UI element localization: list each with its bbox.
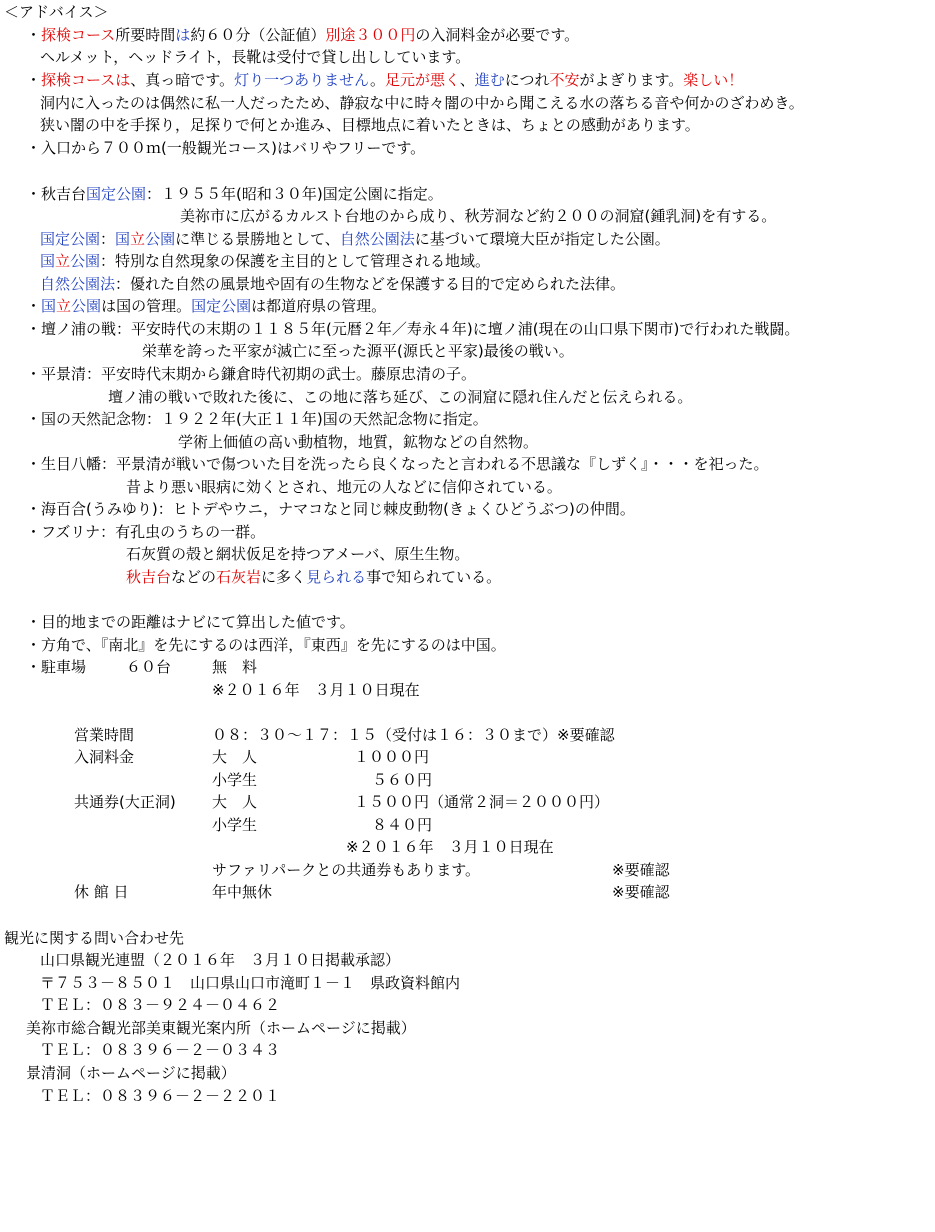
text-segment: 別途３００円 — [325, 26, 416, 44]
text-segment: 楽しい！ — [683, 71, 744, 89]
advice-line-alone: 洞内に入ったのは偶然に私一人だったため、静寂な中に時々闇の中から聞こえる水の落ちる音や何かのざわめき。 — [40, 94, 804, 112]
advice-line-barrier-free: ・入口から７００ｍ(一般観光コース)はバリやフリーです。 — [26, 139, 426, 157]
fee-label: 入洞料金 — [74, 748, 135, 766]
text-segment: 不安 — [549, 71, 580, 89]
text-segment: （公証値） — [250, 26, 326, 44]
note-taira-kagekiyo: ・平景清：平安時代末期から鎌倉時代初期の武士。藤原忠清の子。 — [26, 365, 477, 383]
note-ikime-hachiman-detail: 昔より悪い眼病に効くとされ、地元の人などに信仰されている。 — [126, 478, 562, 496]
text-segment: 公園 — [145, 230, 176, 248]
text-segment: 立 — [130, 230, 146, 248]
fee-adult-value: １０００円 — [354, 748, 430, 766]
common-adult-label: 大 人 — [212, 793, 258, 811]
text-segment: ・ — [26, 71, 42, 89]
text-segment: 国 — [115, 230, 131, 248]
contact-org1-tel: ＴＥＬ：０８３－９２４－０４６２ — [40, 996, 281, 1014]
text-segment: ：優れた自然の風景地や固有の生物などを保護する目的で定められた法律。 — [115, 275, 626, 293]
note-natural-parks-act — [40, 274, 625, 294]
text-segment: 国定公園 — [86, 185, 147, 203]
text-segment: 公園 — [70, 252, 101, 270]
hours-label: 営業時間 — [74, 726, 135, 744]
fee-child-value: ５６０円 — [372, 771, 433, 789]
contact-org3-tel: ＴＥＬ：０８３９６－２－２２０１ — [40, 1087, 281, 1105]
text-segment: は国の管理。 — [101, 297, 192, 315]
text-segment: ：特別な自然現象の保護を主目的として管理される地域。 — [100, 252, 491, 270]
note-natural-monument: ・国の天然記念物：１９２２年(大正１１年)国の天然記念物に指定。 — [26, 410, 488, 428]
text-segment: は都道府県の管理。 — [251, 297, 387, 315]
note-quasi-national-park — [26, 184, 443, 204]
text-segment: がよぎります。 — [579, 71, 684, 89]
safari-note: サファリパークとの共通券もあります。 — [212, 861, 481, 879]
text-segment: に基づいて環境大臣が指定した公園。 — [414, 230, 670, 248]
note-ikime-hachiman: ・生目八幡：平景清が戦いで傷ついた目を洗ったら良くなったと言われる不思議な『しずく』・・・を祀った。 — [26, 455, 769, 473]
advice-line-goal: 狭い闇の中を手探り，足探りで何とか進み、目標地点に着いたときは、ちょとの感動があります。 — [40, 116, 700, 134]
text-segment: は — [175, 26, 191, 44]
parking-label: ・駐車場 — [26, 658, 87, 676]
note-park-management — [26, 296, 386, 316]
text-segment: 。 — [370, 71, 386, 89]
text-segment: 足元が悪く — [385, 71, 460, 89]
contact-title: 観光に関する問い合わせ先 — [4, 929, 185, 947]
text-segment: 事で知られている。 — [366, 568, 502, 586]
note-dannoura: ・壇ノ浦の戦：平安時代の末期の１１８５年(元暦２年／寿永４年)に壇ノ浦(現在の山口県下関市)で行われた戦闘。 — [26, 320, 800, 338]
note-sea-lily: ・海百合(うみゆり)：ヒトデやウニ，ナマコなと同じ棘皮動物(きょくひどうぶつ)の仲間。 — [26, 500, 635, 518]
text-segment: 約６０分 — [190, 26, 251, 44]
text-segment: 立 — [55, 252, 71, 270]
fee-adult-label: 大 人 — [212, 748, 258, 766]
text-segment: 進む — [474, 71, 505, 89]
text-segment: に多く — [261, 568, 307, 586]
text-segment: ・秋吉台 — [26, 185, 87, 203]
text-segment: 公園 — [71, 297, 102, 315]
advice-heading: ＜アドバイス＞ — [4, 3, 109, 21]
common-child-value: ８４０円 — [372, 816, 433, 834]
text-segment: 自然公園法 — [339, 230, 415, 248]
parking-date-note: ※２０１６年 ３月１０日現在 — [212, 681, 420, 699]
text-segment: ：１９５５年(昭和３０年)国定公園に指定。 — [146, 185, 443, 203]
text-segment: などの — [171, 568, 217, 586]
fee-child-label: 小学生 — [212, 771, 258, 789]
text-segment: 石灰岩 — [216, 568, 262, 586]
text-segment: の入洞料金が必要です。 — [415, 26, 580, 44]
text-segment: 立 — [56, 297, 72, 315]
note-taira-kagekiyo-detail: 壇ノ浦の戦いで敗れた後に、この地に落ち延び、この洞窟に隠れ住んだと伝えられる。 — [108, 388, 693, 406]
contact-org2-tel: ＴＥＬ：０８３９６－２－０３４３ — [40, 1041, 281, 1059]
text-segment: に準じる景勝地として、 — [175, 230, 340, 248]
advice-line-cave-course-time — [26, 25, 579, 45]
note-fusulina: ・フズリナ：有孔虫のうちの一群。 — [26, 523, 266, 541]
text-segment: 見られる — [306, 568, 367, 586]
info-distance: ・目的地までの距離はナビにて算出した値です。 — [26, 613, 355, 631]
text-segment: 探検コースは — [41, 71, 131, 89]
note-natural-monument-detail: 学術上価値の高い動植物，地質，鉱物などの自然物。 — [178, 433, 539, 451]
closed-confirm: ※要確認 — [612, 883, 670, 901]
text-segment: 国定公園 — [191, 297, 252, 315]
parking-fee: 無 料 — [212, 658, 258, 676]
text-segment: 自然公園法 — [40, 275, 116, 293]
text-segment: ・ — [26, 297, 42, 315]
text-segment: 国 — [40, 252, 56, 270]
info-direction: ・方角で、『南北』を先にするのは西洋，『東西』を先にするのは中国。 — [26, 636, 506, 654]
note-fusulina-detail: 石灰質の殻と網状仮足を持つアメーバ、原生生物。 — [126, 545, 470, 563]
text-segment: につれ — [504, 71, 550, 89]
safari-confirm: ※要確認 — [612, 861, 670, 879]
contact-org1: 山口県観光連盟（２０１６年 ３月１０日掲載承認） — [40, 951, 401, 969]
text-segment: 、真っ暗です。 — [130, 71, 235, 89]
note-national-park-definition — [40, 251, 490, 271]
note-quasi-national-park-detail: 美祢市に広がるカルスト台地のから成り、秋芳洞など約２００の洞窟(鍾乳洞)を有する。 — [180, 207, 777, 225]
closed-label: 休 館 日 — [74, 883, 129, 901]
text-segment: ・ — [26, 26, 42, 44]
text-segment: 国 — [41, 297, 57, 315]
contact-org3: 景清洞（ホームページに掲載） — [26, 1064, 236, 1082]
common-adult-value: １５００円（通常２洞＝２０００円） — [354, 793, 610, 811]
closed-value: 年中無休 — [212, 883, 273, 901]
note-quasi-park-definition — [40, 229, 670, 249]
advice-line-darkness — [26, 70, 743, 90]
note-fusulina-limestone — [126, 567, 501, 587]
advice-line-equipment: ヘルメット，ヘッドライト，長靴は受付で貸し出ししています。 — [40, 48, 471, 66]
parking-count: ６０台 — [126, 658, 172, 676]
note-dannoura-detail: 栄華を誇った平家が滅亡に至った源平(源氏と平家)最後の戦い。 — [142, 342, 574, 360]
hours-value: ０８：３０～１７：１５（受付は１６：３０まで）※要確認 — [212, 726, 615, 744]
contact-org2: 美祢市総合観光部美東観光案内所（ホームページに掲載） — [26, 1019, 416, 1037]
fee-date-note: ※２０１６年 ３月１０日現在 — [346, 838, 554, 856]
text-segment: 国定公園 — [40, 230, 101, 248]
common-ticket-label: 共通券(大正洞) — [74, 793, 176, 811]
text-segment: 灯り一つありません — [234, 71, 370, 89]
contact-org1-address: 〒７５３－８５０１ 山口県山口市滝町１－１ 県政資料館内 — [40, 974, 461, 992]
text-segment: 所要時間 — [115, 26, 176, 44]
text-segment: 秋吉台 — [126, 568, 172, 586]
common-child-label: 小学生 — [212, 816, 258, 834]
text-segment: ： — [100, 230, 116, 248]
text-segment: 探検コース — [41, 26, 116, 44]
text-segment: 、 — [459, 71, 475, 89]
